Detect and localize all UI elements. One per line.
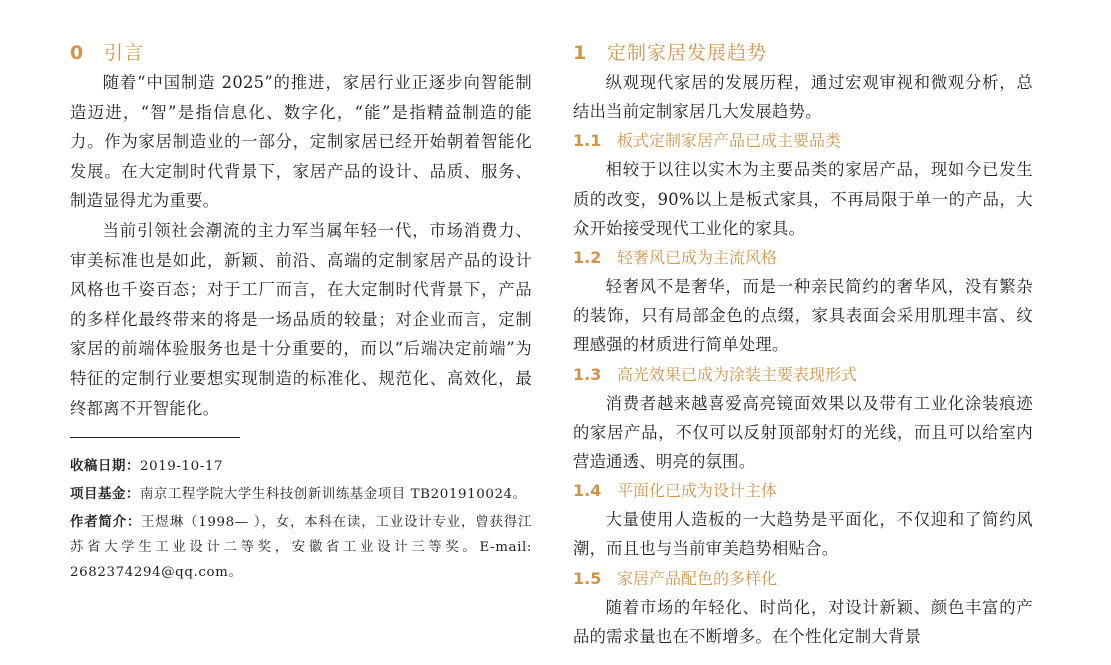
right-column <box>573 38 1033 651</box>
section-number: 0 <box>70 42 85 64</box>
footnote-text: 南京工程学院大学生科技创新训练基金项目 TB201910024。 <box>139 487 527 503</box>
footnotes <box>70 454 532 585</box>
subsection-title: 板式定制家居产品已成主要品类 <box>617 131 842 151</box>
subsection-title: 高光效果已成为涂装主要表现形式 <box>617 364 858 384</box>
body-paragraph: 随着“中国制造 2025”的推进，家居行业正逐步向智能制造迈进，“智”是指信息化、数字化，“能”是指精益制造的能力。作为家居制造业的一部分，定制家居已经开始朝着智能化发展。在大定制时代背景下，家居产品的设计、品质、服务、制造显得尤为重要。 <box>70 73 532 211</box>
subsection-number: 1.3 <box>573 364 602 384</box>
subsection-heading <box>573 564 1033 593</box>
subsection-number: 1.4 <box>573 481 602 501</box>
footnote-text: 2019-10-17 <box>139 459 224 475</box>
body-paragraph: 轻奢风不是奢华，而是一种亲民简约的奢华风，没有繁杂的装饰，只有局部金色的点缀，家具表面会采用肌理丰富、纹理感强的材质进行简单处理。 <box>573 277 1033 355</box>
section-title: 定制家居发展趋势 <box>607 42 768 64</box>
footnote-text: 王煜琳（1998— ），女，本科在读，工业设计专业，曾获得江苏省大学生工业设计二等奖，安徽省工业设计三等奖。E-mail: 2682374294@qq.com。 <box>70 515 533 581</box>
body-paragraph: 当前引领社会潮流的主力军当属年轻一代，市场消费力、审美标准也是如此，新颖、前沿、高端的定制家居产品的设计风格也千姿百态；对于工厂而言，在大定制时代背景下，产品的多样化最终带来的将是一场品质的较量；对企业而言，定制家居的前端体验服务也是十分重要的，而以“后端决定前端”为特征的定制行业要想实现制造的标准化、规范化、高效化，最终都离不开智能化。 <box>70 220 532 418</box>
footnote-divider <box>70 437 240 438</box>
subsection-title: 轻奢风已成为主流风格 <box>617 248 778 268</box>
body-paragraph: 消费者越来越喜爱高亮镜面效果以及带有工业化涂装痕迹的家居产品，不仅可以反射顶部射灯的光线，而且可以给室内营造通透、明亮的氛围。 <box>573 393 1033 472</box>
subsection-heading <box>573 360 1033 389</box>
section-number: 1 <box>573 42 588 64</box>
section-heading-intro <box>70 38 532 68</box>
subsection-title: 家居产品配色的多样化 <box>617 568 778 588</box>
subsection-heading <box>573 243 1033 272</box>
subsection-number: 1.1 <box>573 131 602 151</box>
subsection-number: 1.2 <box>573 248 602 268</box>
footnote-author-bio <box>70 510 532 585</box>
body-paragraph: 相较于以往以实木为主要品类的家居产品，现如今已发生质的改变，90%以上是板式家具，不再局限于单一的产品，大众开始接受现代工业化的家具。 <box>573 160 1033 238</box>
footnote-label: 收稿日期： <box>70 459 140 475</box>
footnote-label: 项目基金： <box>70 487 140 503</box>
left-column <box>70 38 532 588</box>
subsection-number: 1.5 <box>573 568 602 588</box>
footnote-label: 作者简介： <box>70 515 142 531</box>
subsection-heading <box>573 476 1033 505</box>
footnote-received-date <box>70 454 532 479</box>
section-heading-trends <box>573 38 1033 68</box>
subsection-title: 平面化已成为设计主体 <box>617 481 778 501</box>
body-paragraph: 纵观现代家居的发展历程，通过宏观审视和微观分析，总结出当前定制家居几大发展趋势。 <box>573 73 1033 122</box>
body-paragraph: 随着市场的年轻化、时尚化，对设计新颖、颜色丰富的产品的需求量也在不断增多。在个性化定制大背景 <box>573 597 1033 646</box>
subsection-heading <box>573 126 1033 155</box>
footnote-project-fund <box>70 482 532 507</box>
section-title: 引言 <box>104 42 145 64</box>
body-paragraph: 大量使用人造板的一大趋势是平面化，不仅迎和了简约风潮，而且也与当前审美趋势相贴合。 <box>573 510 1033 559</box>
